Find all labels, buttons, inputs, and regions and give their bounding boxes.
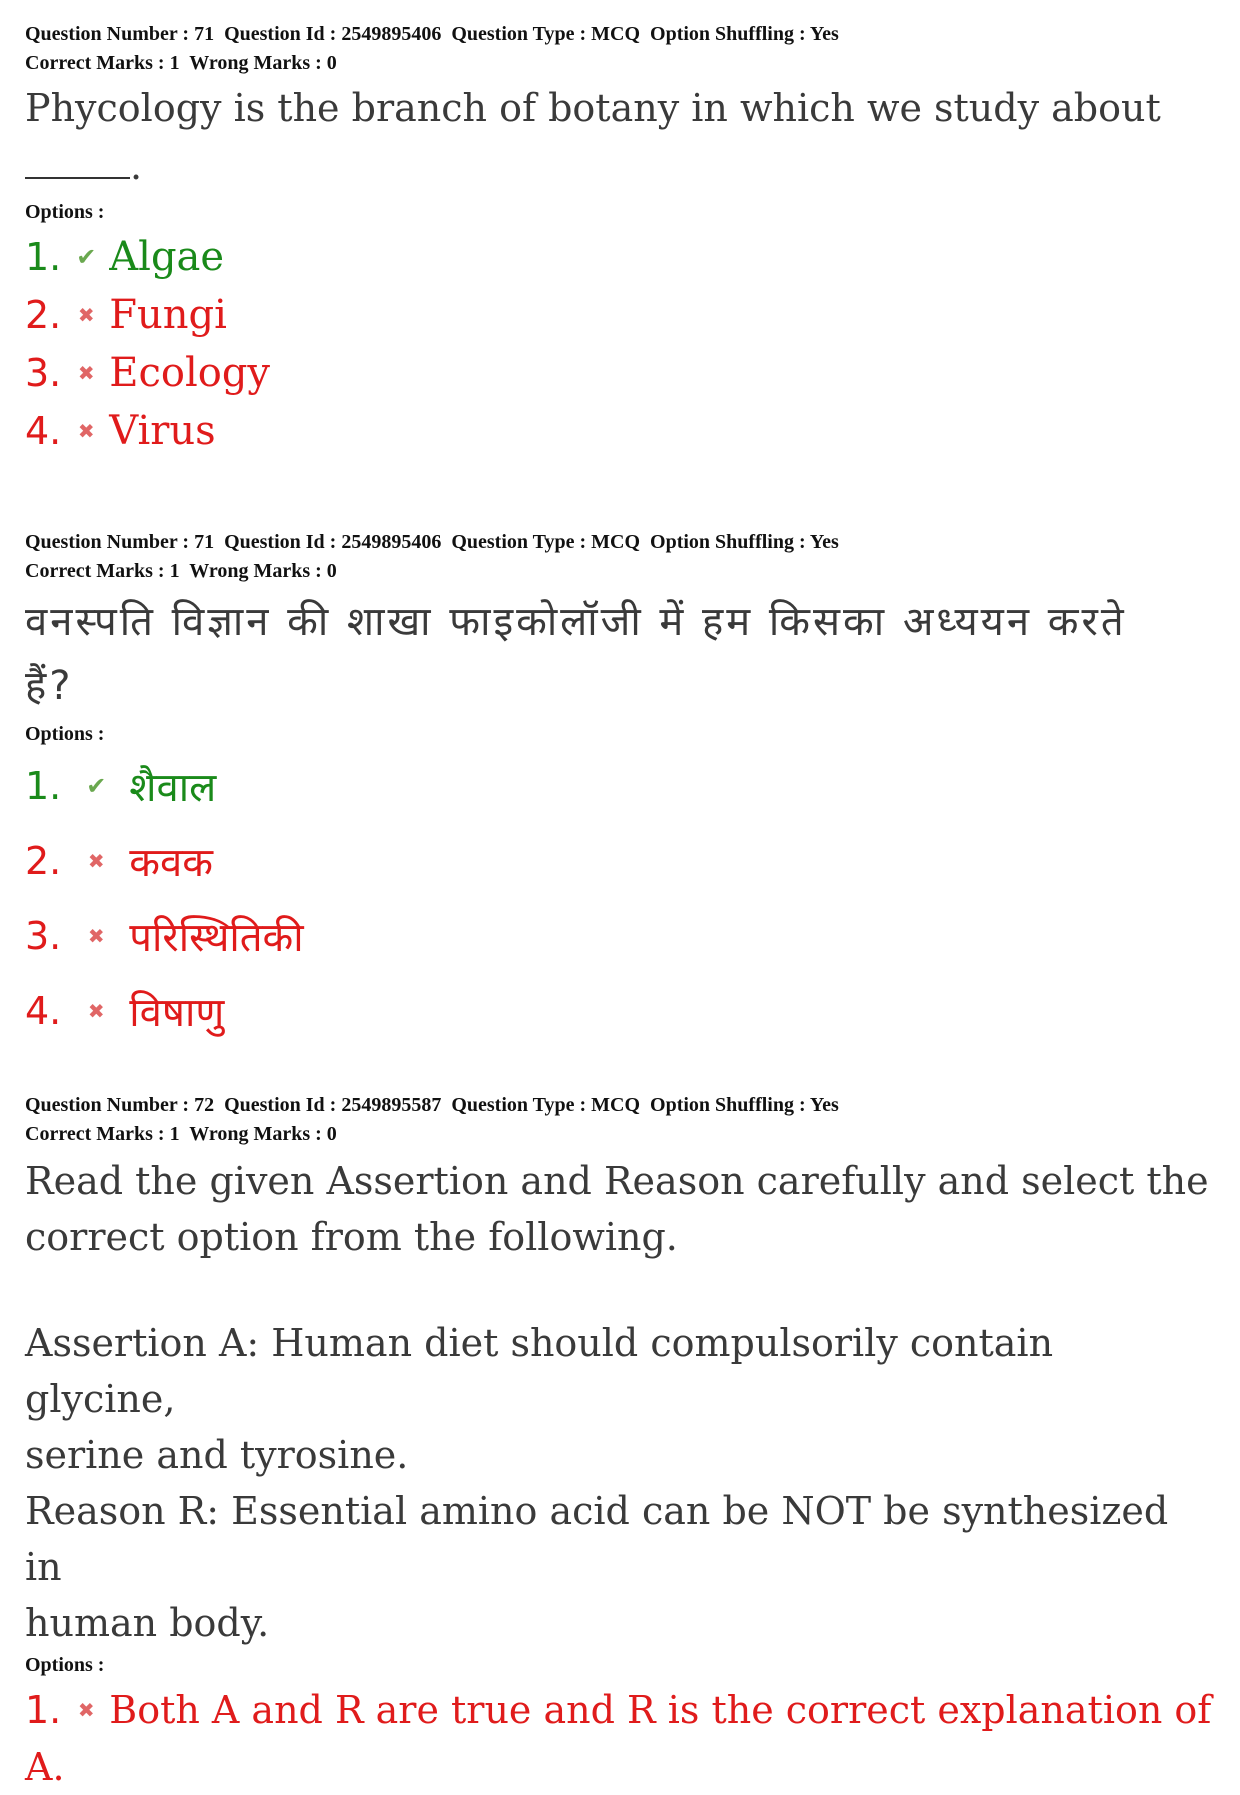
question-block-71-english [25,20,1215,460]
option-text: कवक [129,840,213,886]
option-1 [25,228,1215,286]
question-text [25,590,1215,718]
question-text-end: . [130,144,143,188]
option-3 [25,344,1215,402]
option-text: Fungi [109,292,227,338]
option-3 [25,898,1215,973]
cross-icon: ✖ [77,419,95,443]
question-text-line: वनस्पति विज्ञान की शाखा फाइकोलॉजी में हम किसका अध्ययन करते [25,599,1127,645]
cross-icon: ✖ [77,1698,95,1722]
option-number: 3. [25,913,62,958]
option-number: 1. [25,763,62,808]
option-text: Ecology [109,350,271,396]
option-2 [25,286,1215,344]
assertion-line: Assertion A: Human diet should compulsorily contain glycine, [25,1321,1054,1421]
option-1 [25,748,1215,823]
cross-icon: ✖ [87,923,105,948]
question-meta-line: Question Number : 71 Question Id : 2549895406 Question Type : MCQ Option Shuffling : Yes [25,23,839,45]
reason-line: Reason R: Essential amino acid can be NOT be synthesized in [25,1489,1169,1589]
marks-meta-line: Correct Marks : 1 Wrong Marks : 0 [25,52,337,74]
question-text [25,80,1215,136]
option-1 [25,1681,1215,1739]
question-text-line: Read the given Assertion and Reason carefully and select the [25,1159,1209,1203]
question-block-71-hindi [25,528,1215,1048]
marks-meta-line: Correct Marks : 1 Wrong Marks : 0 [25,560,337,582]
cross-icon: ✖ [77,361,95,385]
question-block-72 [25,1091,1215,1795]
option-text: विषाणु [129,990,225,1036]
option-text: Both A and R are true and R is the correct explanation of [109,1688,1212,1732]
options-label: Options : [25,201,105,223]
question-text [25,1153,1215,1651]
cross-icon: ✖ [77,303,95,327]
option-text: Virus [109,408,216,454]
options-label: Options : [25,723,105,745]
check-icon: ✔ [76,243,97,271]
option-number: 2. [25,838,62,883]
option-4 [25,402,1215,460]
option-number: 2. [25,293,62,337]
answer-blank [25,177,130,179]
assertion-line: serine and tyrosine. [25,1433,409,1477]
option-number: 3. [25,351,62,395]
paragraph-gap [25,1265,1215,1315]
cross-icon: ✖ [87,998,105,1023]
option-number: 4. [25,409,62,453]
question-text-line: हैं? [25,663,74,709]
option-text: शैवाल [129,765,217,811]
question-text-line: Phycology is the branch of botany in which we study about [25,86,1161,130]
option-1-continued [25,1739,1215,1795]
option-4 [25,973,1215,1048]
option-2 [25,823,1215,898]
question-meta-line: Question Number : 71 Question Id : 2549895406 Question Type : MCQ Option Shuffling : Yes [25,531,839,553]
option-number: 1. [25,1688,62,1732]
option-text: Algae [109,234,225,280]
options-label: Options : [25,1654,105,1676]
option-number: 1. [25,235,62,279]
question-blank-line [25,136,1215,196]
reason-line: human body. [25,1601,270,1645]
marks-meta-line: Correct Marks : 1 Wrong Marks : 0 [25,1123,337,1145]
option-number: 4. [25,988,62,1033]
cross-icon: ✖ [87,848,105,873]
question-meta-line: Question Number : 72 Question Id : 2549895587 Question Type : MCQ Option Shuffling : Yes [25,1094,839,1116]
option-text: परिस्थितिकी [129,915,304,961]
question-text-line: correct option from the following. [25,1215,678,1259]
check-icon: ✔ [86,771,107,800]
option-text-continued: A. [25,1745,65,1789]
